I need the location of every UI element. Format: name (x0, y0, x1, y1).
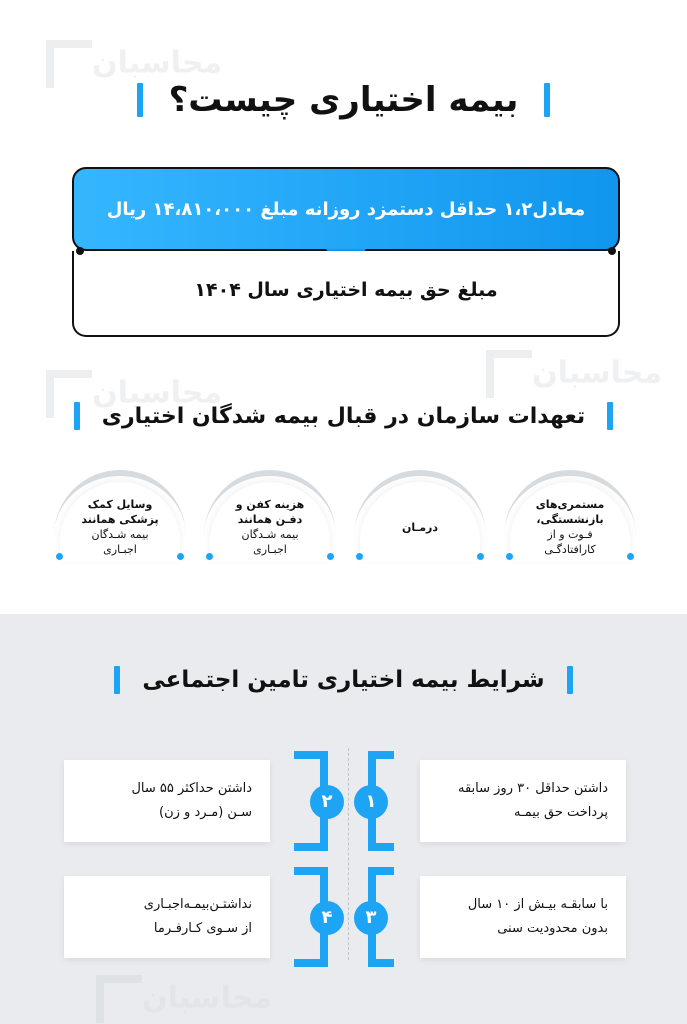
condition-number-badge: ۲ (310, 785, 344, 819)
bracket-bar (368, 867, 394, 875)
card-body (210, 482, 330, 562)
card-body (510, 482, 630, 562)
watermark-text: محاسبان (92, 375, 223, 411)
condition-item-2 (64, 760, 270, 842)
conditions-heading-text: شرایط بیمه اختیاری تامین اجتماعی (142, 667, 545, 693)
obligations-heading-text: تعهدات سازمان در قبال بیمه شدگان اختیاری (101, 403, 586, 429)
logo-icon (486, 350, 532, 398)
card-dot-icon (177, 553, 184, 560)
card-line: بیمه شـدگان (241, 528, 299, 541)
logo-icon (96, 975, 142, 1023)
watermark-text: محاسبان (92, 45, 223, 81)
card-line: پزشکی همانند (81, 513, 159, 526)
center-divider (348, 748, 349, 960)
condition-bracket-3 (362, 867, 408, 967)
bracket-bar (294, 867, 320, 875)
accent-bar-icon (607, 402, 613, 430)
divider-dot (608, 247, 616, 255)
accent-bar-icon (567, 666, 573, 694)
card-line: درمـان (401, 520, 439, 534)
card-line: دفـن همانند (237, 513, 303, 526)
card-line: فـوت و از (547, 528, 593, 541)
page-title-text: بیمه اختیاری چیست؟ (168, 79, 519, 120)
accent-bar-icon (544, 83, 550, 117)
card-dot-icon (206, 553, 213, 560)
condition-line: سـن (مـرد و زن) (159, 805, 252, 820)
card-dot-icon (477, 553, 484, 560)
condition-line: بدون محدودیت سنی (497, 921, 608, 936)
card-body (360, 482, 480, 562)
condition-bracket-1 (362, 751, 408, 851)
premium-amount-text: معادل۱،۲ حداقل دستمزد روزانه مبلغ ۱۴،۸۱۰،۰۰۰ ریال (106, 198, 586, 220)
card-line: مستمری‌های (535, 498, 605, 511)
condition-line: نداشتـن‌بیمـه‌اجبـاری (143, 897, 252, 912)
condition-bracket-4 (288, 867, 334, 967)
card-line: اجبـاری (253, 543, 287, 556)
watermark-logo (480, 350, 662, 398)
accent-bar-icon (114, 666, 120, 694)
condition-line: داشتن حداقل ۳۰ روز سابقه (457, 781, 608, 796)
card-line: هزینه کفن و (235, 498, 305, 511)
page-title (0, 78, 687, 120)
condition-bracket-2 (288, 751, 334, 851)
card-dot-icon (506, 553, 513, 560)
condition-line: با سابقـه بیـش از ۱۰ سال (467, 897, 608, 912)
condition-line: از سـوی کـارفـرما (153, 921, 252, 936)
card-line: بیمه شـدگان (91, 528, 149, 541)
bracket-bar (294, 843, 320, 851)
obligation-card-pensions (504, 470, 636, 562)
obligation-card-medical-aids (54, 470, 186, 562)
bracket-bar (368, 751, 394, 759)
bracket-bar (294, 751, 320, 759)
card-line: کارافتادگـی (544, 543, 596, 556)
bracket-bar (368, 959, 394, 967)
condition-line: داشتن حداکثر ۵۵ سال (131, 781, 252, 796)
condition-number-badge: ۴ (310, 901, 344, 935)
obligation-card-funeral (204, 470, 336, 562)
condition-number-badge: ۳ (354, 901, 388, 935)
premium-label-text: مبلغ حق بیمه اختیاری سال ۱۴۰۴ (194, 279, 498, 301)
obligations-heading (0, 402, 687, 430)
card-dot-icon (56, 553, 63, 560)
card-body (60, 482, 180, 562)
condition-item-1 (420, 760, 626, 842)
conditions-heading (0, 666, 687, 694)
watermark-text: محاسبان (532, 355, 663, 391)
card-line: وسایل کمک (87, 498, 153, 511)
condition-line: پرداخت حق بیمـه (514, 805, 608, 820)
card-dot-icon (627, 553, 634, 560)
obligation-card-treatment (354, 470, 486, 562)
card-dot-icon (356, 553, 363, 560)
condition-item-3 (420, 876, 626, 958)
condition-item-4 (64, 876, 270, 958)
bracket-bar (368, 843, 394, 851)
watermark-logo (90, 975, 272, 1023)
condition-number-badge: ۱ (354, 785, 388, 819)
card-dot-icon (327, 553, 334, 560)
bracket-bar (294, 959, 320, 967)
watermark-text: محاسبان (142, 980, 273, 1016)
premium-label-box (72, 251, 620, 337)
accent-bar-icon (137, 83, 143, 117)
accent-bar-icon (74, 402, 80, 430)
card-line: اجبـاری (103, 543, 137, 556)
divider-dot (76, 247, 84, 255)
card-line: بازنشستگی، (536, 513, 604, 526)
premium-amount-box (72, 167, 620, 251)
